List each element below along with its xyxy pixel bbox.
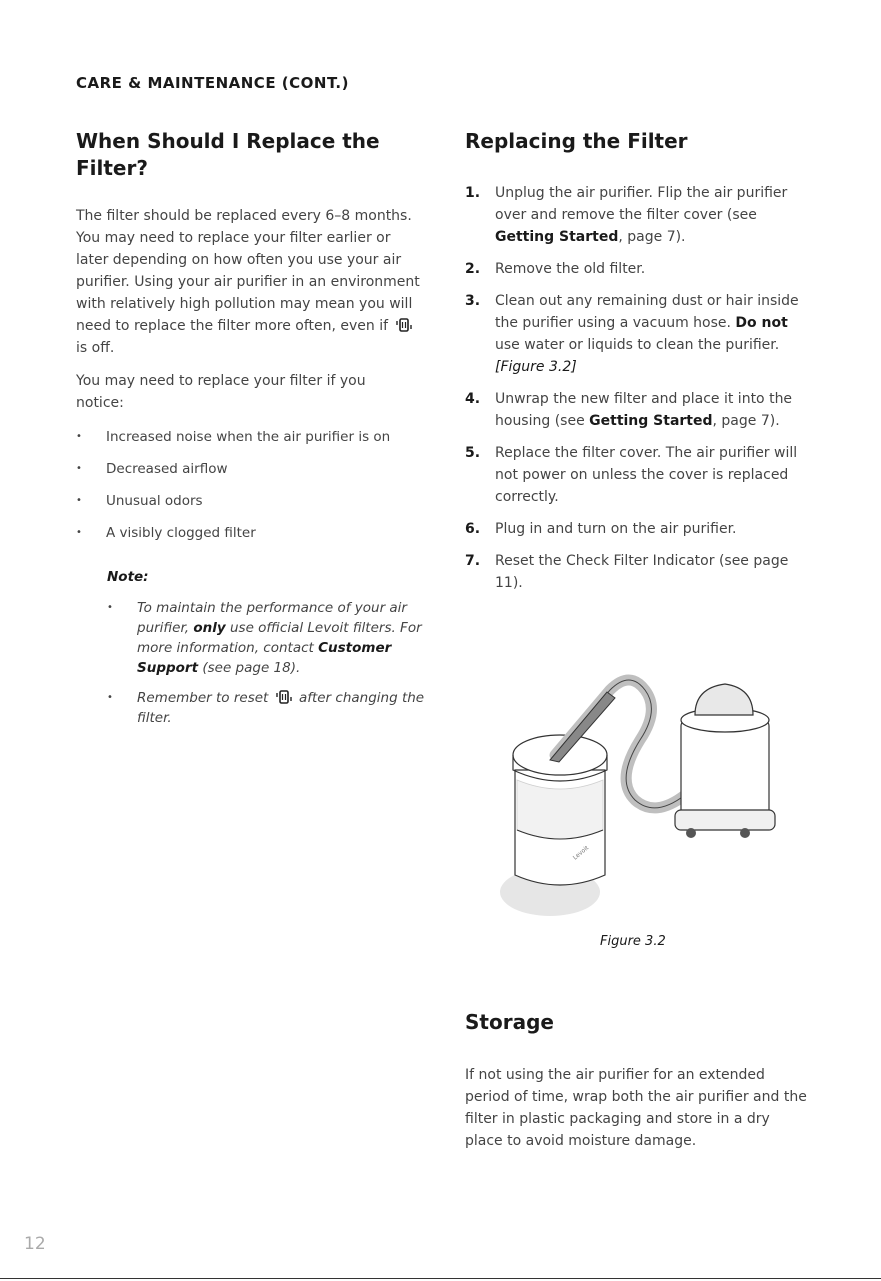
step-item: 5. Replace the filter cover. The air purifier will not power on unless the cover is replaced correctly.: [465, 445, 798, 505]
bottom-divider: [0, 1278, 881, 1279]
figure-caption: Figure 3.2: [600, 934, 666, 949]
step-item: 2. Remove the old filter.: [465, 261, 646, 277]
brand-logo: Levoit: [571, 844, 591, 862]
vacuum-cleaning-illustration: [495, 670, 785, 925]
list-item: • Increased noise when the air purifier is on: [76, 427, 416, 447]
note-title: Note:: [107, 569, 149, 585]
storage-heading: Storage: [465, 1010, 554, 1034]
note-list: [107, 598, 427, 738]
step-item: 6. Plug in and turn on the air purifier.: [465, 521, 737, 537]
step-item: 1. Unplug the air purifier. Flip the air purifier over and remove the filter cover (see Getting Started, page 7).: [465, 185, 788, 245]
note-item: • To maintain the performance of your air purifier, only use official Levoit filters. For more information, contact Customer Support (see page 18).: [107, 598, 427, 678]
step-item: 7. Reset the Check Filter Indicator (see page 11).: [465, 553, 789, 591]
right-heading: Replacing the Filter: [465, 129, 688, 153]
section-label: CARE & MAINTENANCE (CONT.): [76, 74, 349, 92]
replacement-steps: [465, 182, 815, 604]
list-item: • Unusual odors: [76, 491, 416, 511]
step-item: 3. Clean out any remaining dust or hair inside the purifier using a vacuum hose. Do not use water or liquids to clean the purifier. [Figure 3.2]: [465, 293, 799, 375]
left-heading: When Should I Replace the Filter?: [76, 129, 380, 180]
page-number: 12: [24, 1234, 46, 1254]
filter-indicator-icon: [275, 689, 293, 705]
replace-paragraph: The filter should be replaced every 6–8 months. You may need to replace your filter earlier or later depending on how often you use your air purifier. Using your air purifier in an environment with relatively high pollution may mean you will need to replace the filter more often, even if is off.: [76, 208, 420, 356]
storage-paragraph: If not using the air purifier for an extended period of time, wrap both the air purifier and the filter in plastic packaging and store in a dry place to avoid moisture damage.: [465, 1067, 807, 1149]
step-item: 4. Unwrap the new filter and place it into the housing (see Getting Started, page 7).: [465, 391, 793, 429]
symptom-list: [76, 427, 416, 555]
list-item: • Decreased airflow: [76, 459, 416, 479]
filter-indicator-icon: [395, 317, 413, 333]
note-item: • Remember to reset after changing the filter.: [107, 688, 427, 728]
list-item: • A visibly clogged filter: [76, 523, 416, 543]
notice-paragraph: You may need to replace your filter if you notice:: [76, 373, 366, 411]
